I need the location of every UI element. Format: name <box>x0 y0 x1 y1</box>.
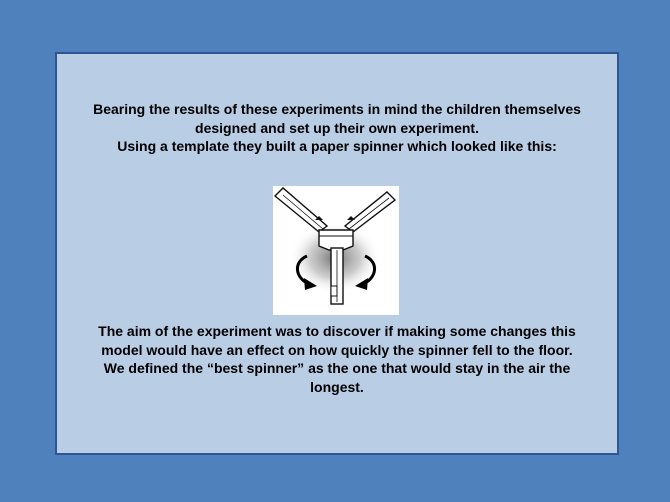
aim-line-2: model would have an effect on how quickly the spinner fell to the floor. <box>101 341 573 358</box>
intro-line-1: Bearing the results of these experiments in mind the children themselves <box>93 101 581 117</box>
paper-spinner-illustration <box>273 186 399 315</box>
intro-line-2: designed and set up their own experiment. <box>195 119 479 136</box>
content-panel <box>55 52 619 455</box>
aim-line-4: longest. <box>310 378 364 395</box>
intro-text <box>57 100 617 156</box>
aim-text <box>57 322 617 396</box>
paper-spinner-image <box>273 186 399 315</box>
aim-line-1: The aim of the experiment was to discover if making some changes this <box>98 323 576 339</box>
aim-line-3: We defined the “best spinner” as the one that would stay in the air the <box>103 360 571 376</box>
intro-line-3: Using a template they built a paper spinner which looked like this: <box>117 138 557 154</box>
spinner-body <box>319 230 353 250</box>
